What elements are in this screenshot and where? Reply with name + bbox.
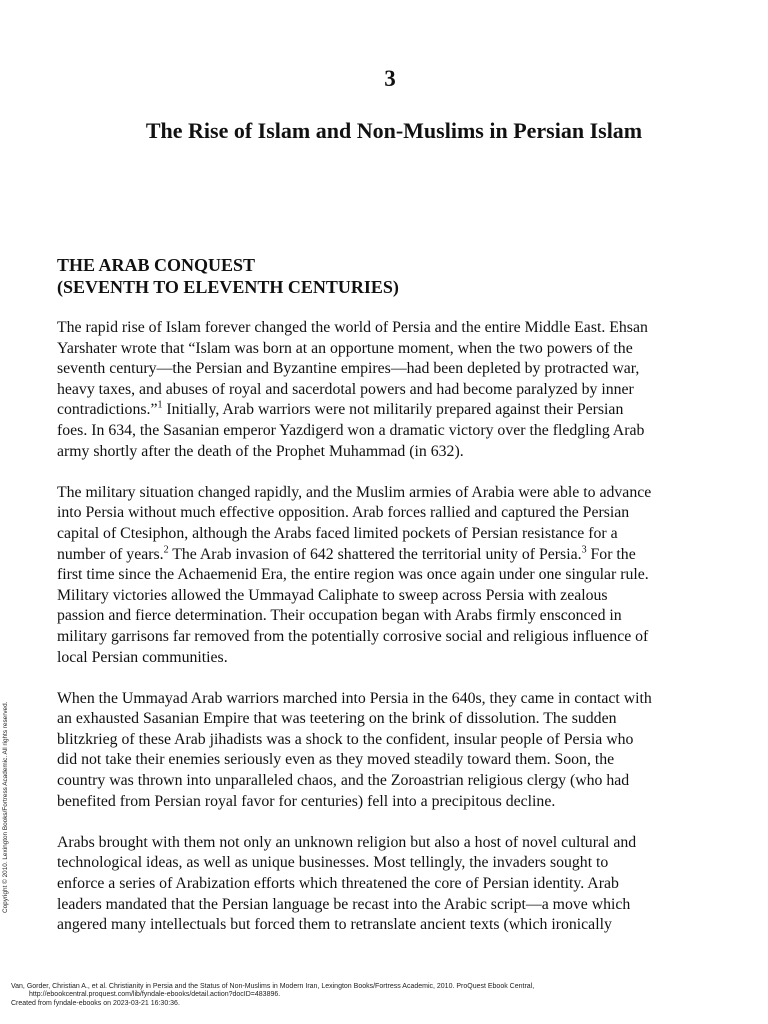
text-line: Yarshater wrote that “Islam was born at an opportune moment, when the two powers of the <box>57 339 633 357</box>
paragraph-3 <box>57 689 717 813</box>
citation-url[interactable]: http://ebookcentral.proquest.com/lib/fyndale-ebooks/detail.action?docID=483896. <box>29 991 281 999</box>
text-line: Arabs brought with them not only an unknown religion but also a host of novel cultural and <box>57 833 637 851</box>
text-line: seventh century—the Persian and Byzantine empires—had been depleted by protracted war, <box>57 360 640 378</box>
text-line: did not take their enemies seriously even as they moved steadily toward them. Soon, the <box>57 751 615 769</box>
text-line: The military situation changed rapidly, and the Muslim armies of Arabia were able to advance <box>57 483 652 501</box>
text-line: country was thrown into unparalleled chaos, and the Zoroastrian religious clergy (who had <box>57 772 630 790</box>
text-line: The rapid rise of Islam forever changed the world of Persia and the entire Middle East. Ehsan <box>57 319 648 336</box>
text-line <box>57 545 717 566</box>
text-line: first time since the Achaemenid Era, the entire region was once again under one singular rule. <box>57 566 649 584</box>
paragraph-4 <box>57 833 717 936</box>
created-from-line: Created from fyndale-ebooks on 2023-03-21 16:30:36. <box>11 999 180 1007</box>
body-text <box>57 318 717 956</box>
section-heading-line-2: (SEVENTH TO ELEVENTH CENTURIES) <box>57 277 399 297</box>
footnote-marker[interactable]: 2 <box>163 544 169 556</box>
text-line: passion and fierce determination. Their occupation began with Arabs firmly ensconced in <box>57 607 622 625</box>
text-line: military garrisons far removed from the potentially corrosive social and religious influence of <box>57 627 649 645</box>
text-line: Military victories allowed the Ummayad Caliphate to sweep across Persia with zealous <box>57 586 608 604</box>
text-fragment: For the <box>586 545 636 563</box>
text-fragment: contradictions.” <box>57 401 158 419</box>
text-line: blitzkrieg of these Arab jihadists was a shock to the confident, insular people of Persia who <box>57 730 634 748</box>
section-heading-line-1: THE ARAB CONQUEST <box>57 255 256 275</box>
text-line: an exhausted Sasanian Empire that was teetering on the brink of dissolution. The sudden <box>57 710 617 728</box>
text-line: local Persian communities. <box>57 648 228 666</box>
text-fragment: The Arab invasion of 642 shattered the territorial unity of Persia. <box>168 545 582 563</box>
text-line: into Persia without much effective opposition. Arab forces rallied and captured the Persian <box>57 504 630 522</box>
text-line: leaders mandated that the Persian language be recast into the Arabic script—a move which <box>57 895 631 913</box>
text-line: army shortly after the death of the Prophet Muhammad (in 632). <box>57 442 464 460</box>
chapter-number: 3 <box>384 66 396 91</box>
footnote-marker[interactable]: 1 <box>157 400 163 412</box>
text-line: When the Ummayad Arab warriors marched into Persia in the 640s, they came in contact with <box>57 689 652 707</box>
text-fragment: Initially, Arab warriors were not militarily prepared against their Persian <box>162 401 624 419</box>
text-line: foes. In 634, the Sasanian emperor Yazdigerd won a dramatic victory over the fledgling Arab <box>57 421 645 439</box>
text-line: benefited from Persian royal favor for centuries) fell into a precipitous decline. <box>57 792 556 810</box>
text-line: capital of Ctesiphon, although the Arabs faced limited pockets of Persian resistance for a <box>57 524 618 542</box>
paragraph-1 <box>57 318 717 462</box>
text-line: technological ideas, as well as unique businesses. Most tellingly, the invaders sought to <box>57 854 609 872</box>
text-line: angered many intellectuals but forced them to retranslate ancient texts (which ironically <box>57 916 612 934</box>
chapter-title: The Rise of Islam and Non-Muslims in Persian Islam <box>145 118 643 143</box>
section-heading <box>57 254 717 298</box>
footnote-marker[interactable]: 3 <box>581 544 587 556</box>
copyright-notice: Copyright © 2010. Lexington Books/Fortress Academic. All rights reserved. <box>2 701 9 913</box>
paragraph-2 <box>57 483 717 668</box>
text-line <box>57 400 717 421</box>
citation-line: Van, Gorder, Christian A., et al. Christianity in Persia and the Status of Non-Muslims in Modern Iran, Lexington Books/Fortress Academic, 2010. ProQuest Ebook Central, <box>11 983 535 990</box>
citation-footer <box>11 983 751 1008</box>
text-line: heavy taxes, and abuses of royal and sacerdotal powers and had become paralyzed by inner <box>57 380 634 398</box>
text-fragment: number of years. <box>57 545 164 563</box>
text-line: enforce a series of Arabization efforts which threatened the core of Persian identity. Arab <box>57 875 619 893</box>
